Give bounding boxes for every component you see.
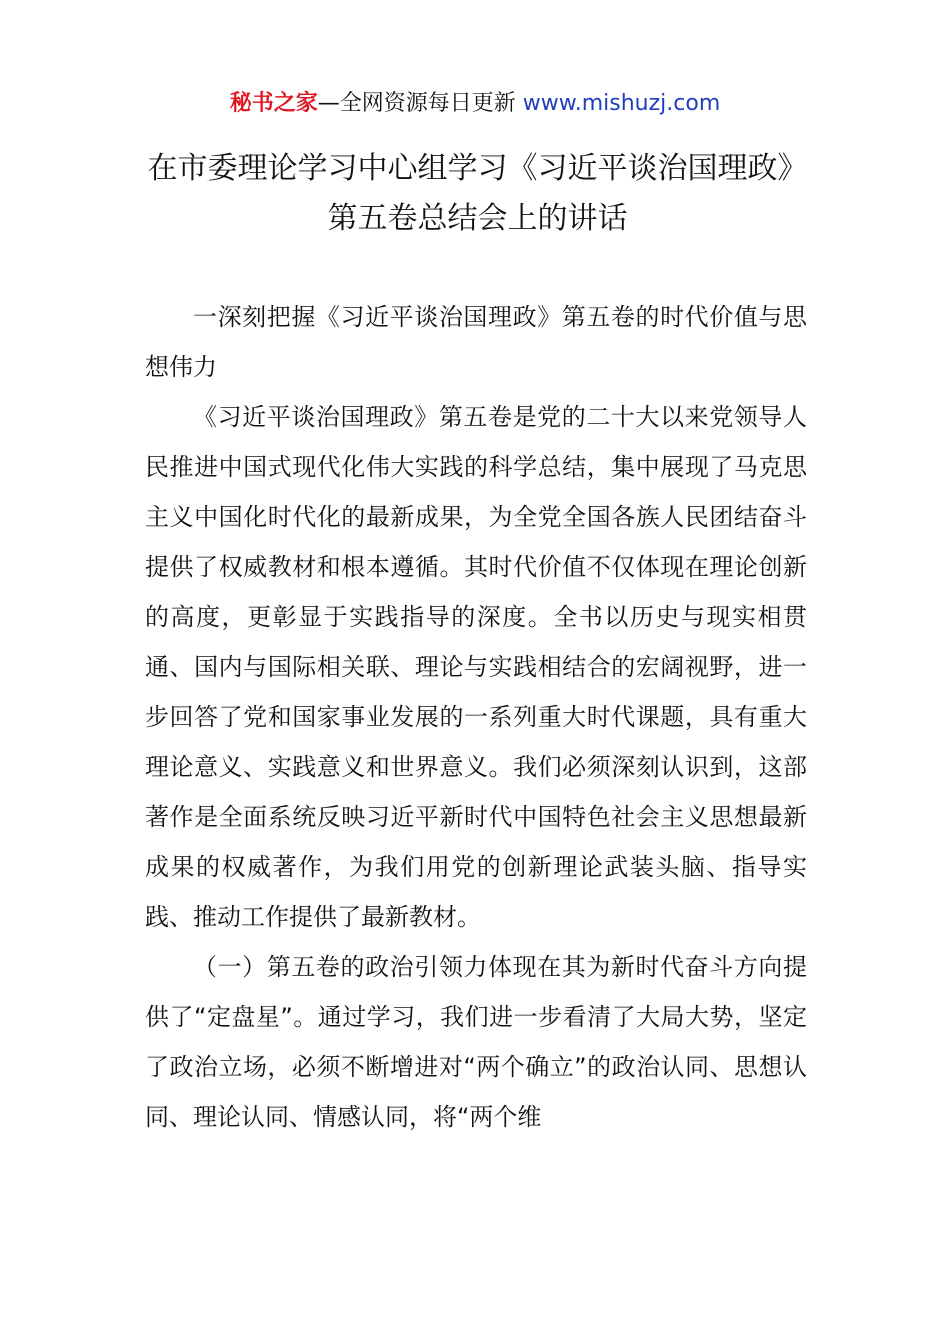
site-header — [0, 88, 950, 120]
document-title: 在市委理论学习中心组学习《习近平谈治国理政》第五卷总结会上的讲话 — [147, 151, 808, 236]
body-paragraph: 《习近平谈治国理政》第五卷是党的二十大以来党领导人民推进中国式现代化伟大实践的科学总结，集中展现了马克思主义中国化时代化的最新成果，为全党全国各族人民团结奋斗提供了权威教材和根本遵循。其时代价值不仅体现在理论创新的高度，更彰显于实践指导的深度。全书以历史与现实相贯通、国内与国际相关联、理论与实践相结合的宏阔视野，进一步回答了党和国家事业发展的一系列重大时代课题，具有重大理论意义、实践意义和世界意义。我们必须深刻认识到，这部著作是全面系统反映习近平新时代中国特色社会主义思想最新成果的权威著作，为我们用党的创新理论武装头脑、指导实践、推动工作提供了最新教材。 — [145, 403, 807, 931]
site-url-link[interactable]: www.mishuzj.com — [522, 91, 721, 116]
header-tagline: —全网资源每日更新 — [317, 91, 523, 116]
body-paragraph: （一）第五卷的政治引领力体现在其为新时代奋斗方向提供了“定盘星”。通过学习，我们进一步看清了大局大势，坚定了政治立场，必须不断增进对“两个确立”的政治认同、思想认同、理论认同、情感认同，将“两个维 — [145, 953, 807, 1131]
brand-name: 秘书之家 — [229, 91, 318, 116]
section-heading: 一深刻把握《习近平谈治国理政》第五卷的时代价值与思想伟力 — [145, 303, 807, 381]
document-body — [145, 292, 807, 1142]
